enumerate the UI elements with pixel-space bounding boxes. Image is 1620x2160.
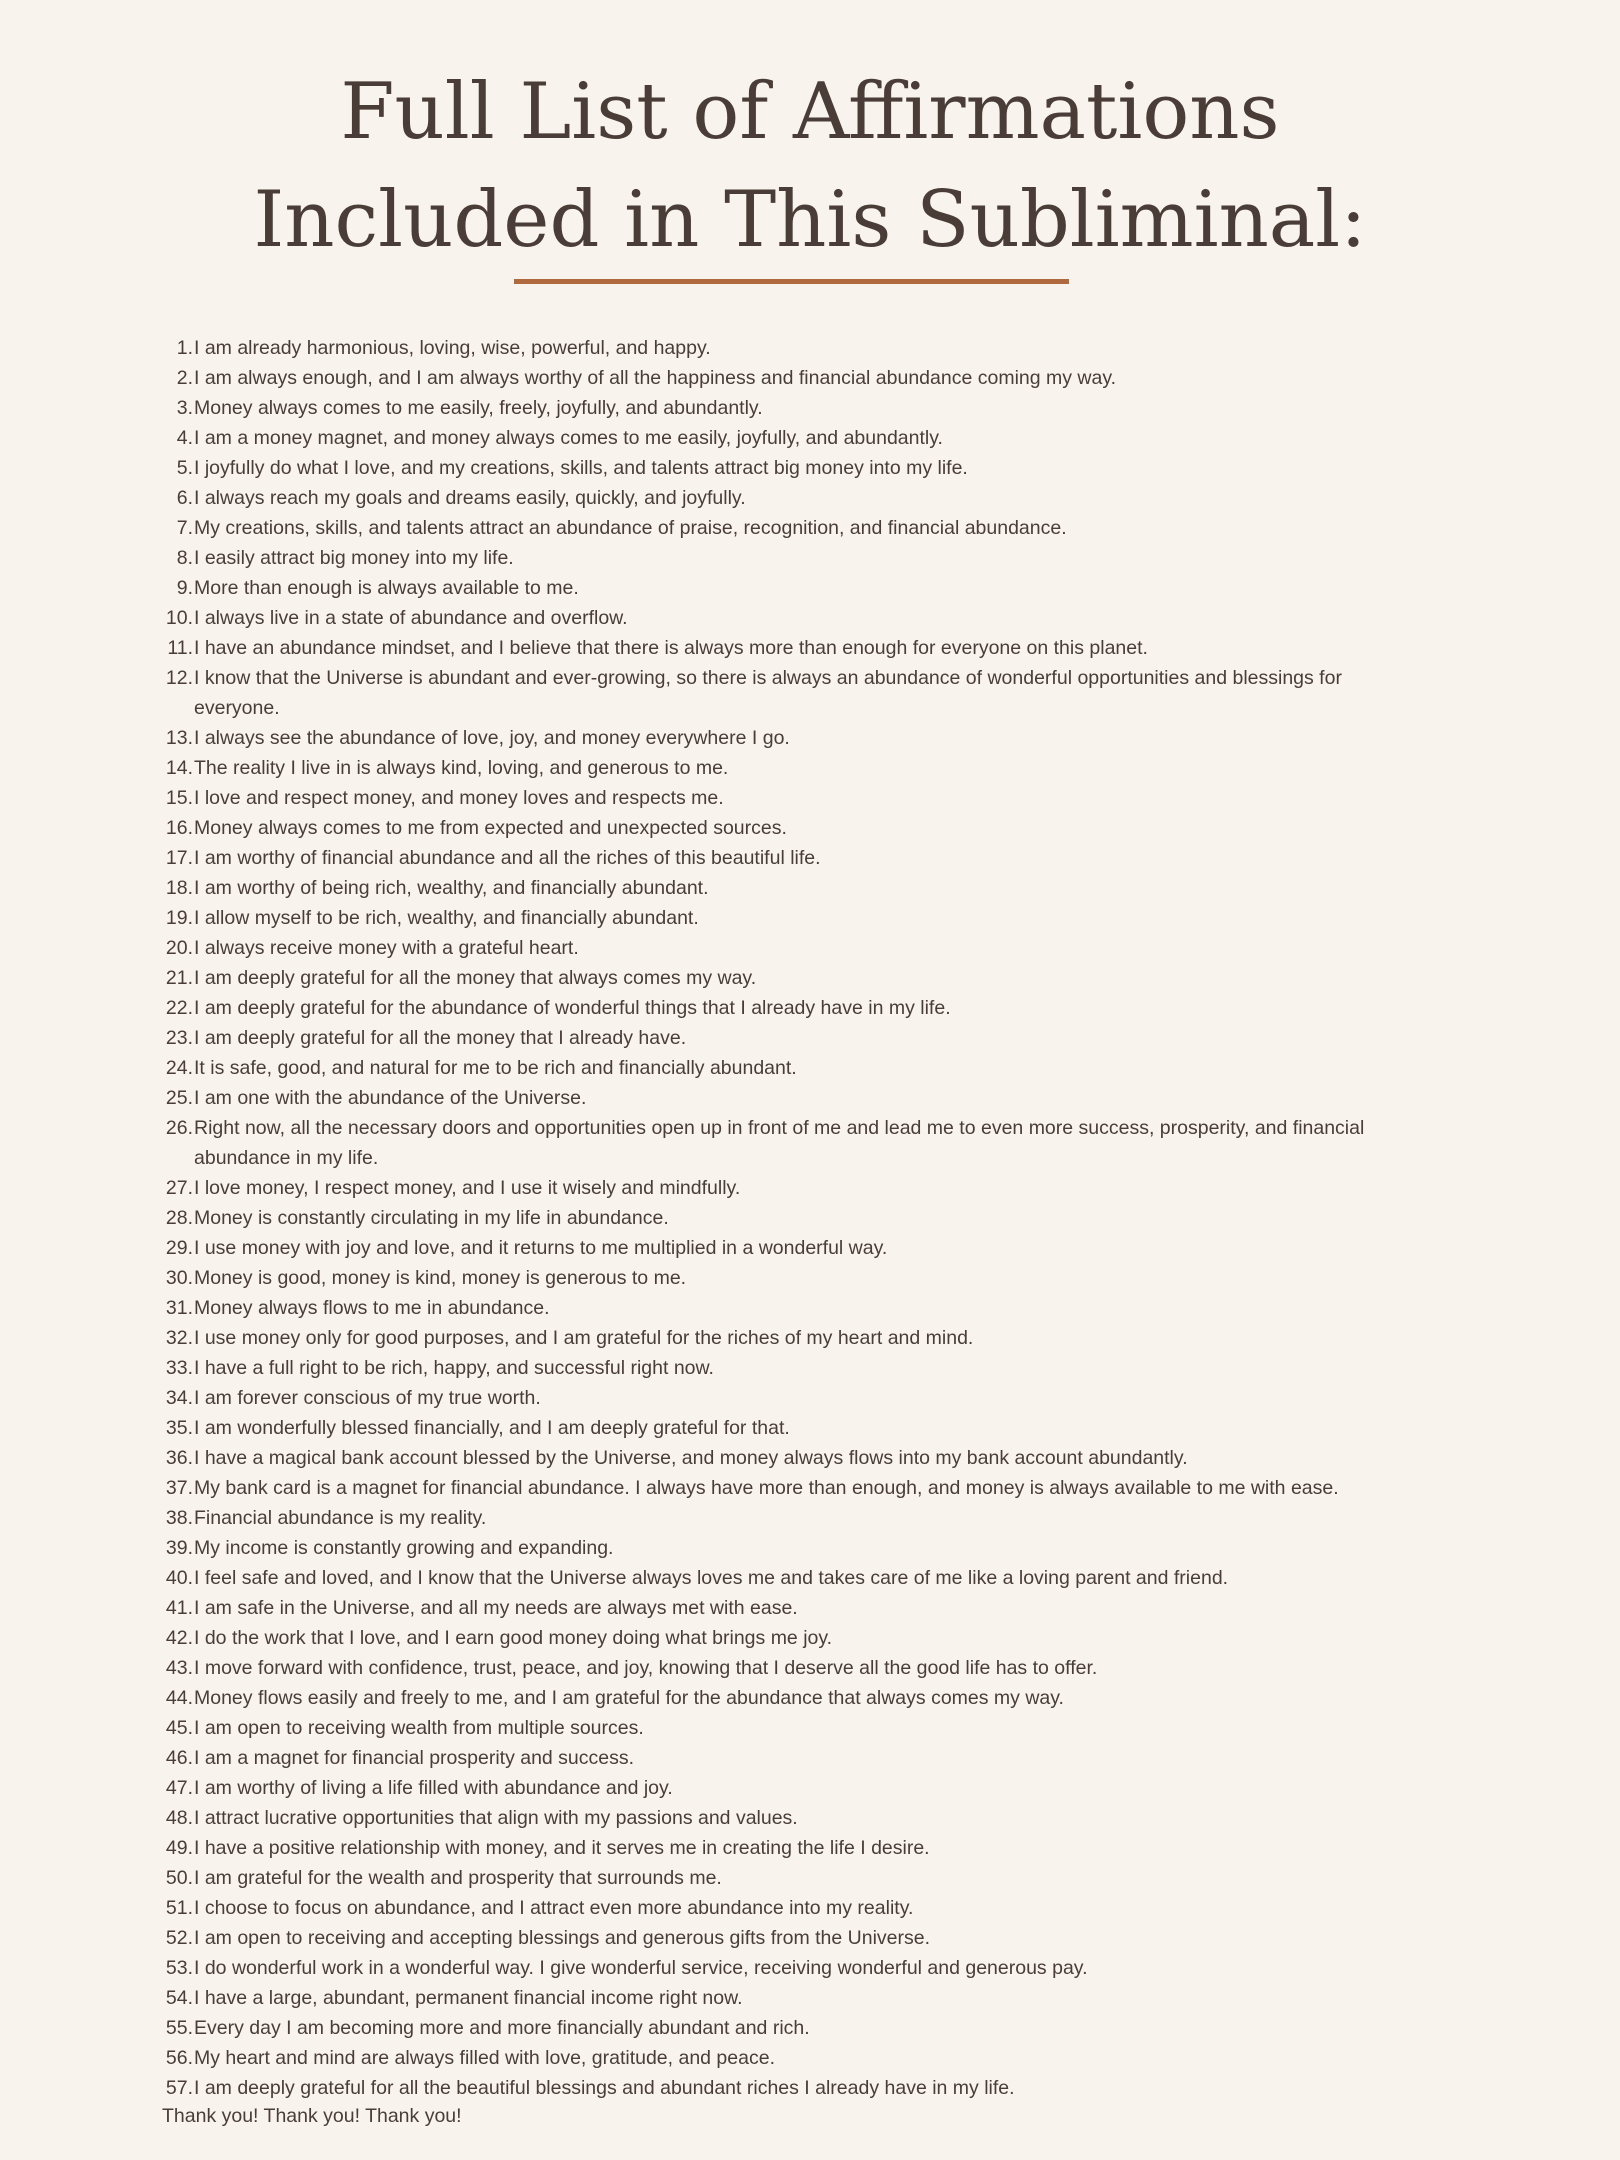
list-item-text: Right now, all the necessary doors and opportunities open up in front of me and lead me to even more success, prosperity, and financial abundance in my life. (194, 1117, 1365, 1169)
list-item-text: I am already harmonious, loving, wise, powerful, and happy. (194, 337, 711, 359)
list-item-text: I move forward with confidence, trust, peace, and joy, knowing that I deserve all the good life has to offer. (194, 1657, 1098, 1679)
list-item-text: Money always flows to me in abundance. (194, 1297, 550, 1319)
list-item-text: I allow myself to be rich, wealthy, and financially abundant. (194, 907, 699, 929)
closing-text: Thank you! Thank you! Thank you! (162, 2105, 462, 2127)
list-item-text: Money is good, money is kind, money is generous to me. (194, 1267, 687, 1289)
list-item-number: 41. (165, 1597, 193, 1619)
list-item-text: I know that the Universe is abundant and ever-growing, so there is always an abundance of wonderful opportunities and blessings for everyone. (194, 667, 1342, 719)
list-item (0, 1323, 1620, 1353)
list-item-text: I am forever conscious of my true worth. (194, 1387, 541, 1409)
list-item-number: 1. (176, 337, 193, 359)
list-item-number: 34. (165, 1387, 193, 1409)
list-item (0, 1113, 1620, 1173)
list-item-text: I have a magical bank account blessed by the Universe, and money always flows into my bank account abundantly. (194, 1447, 1188, 1469)
list-item-text: I have a positive relationship with money, and it serves me in creating the life I desire. (194, 1837, 930, 1859)
list-item (0, 933, 1620, 963)
list-item-number: 43. (165, 1657, 193, 1679)
list-item-text: I always see the abundance of love, joy, and money everywhere I go. (194, 727, 790, 749)
list-item-text: I am worthy of living a life filled with abundance and joy. (194, 1777, 673, 1799)
list-item (0, 2013, 1620, 2043)
list-item-number: 17. (165, 847, 193, 869)
list-item-number: 12. (165, 667, 193, 689)
list-item (0, 1923, 1620, 1953)
list-item-text: My creations, skills, and talents attract an abundance of praise, recognition, and financial abundance. (194, 517, 1067, 539)
list-item-text: The reality I live in is always kind, loving, and generous to me. (194, 757, 729, 779)
list-item (0, 903, 1620, 933)
list-item (0, 1623, 1620, 1653)
list-item-text: I do the work that I love, and I earn good money doing what brings me joy. (194, 1627, 833, 1649)
list-item-text: Financial abundance is my reality. (194, 1507, 487, 1529)
list-item-text: I am worthy of being rich, wealthy, and financially abundant. (194, 877, 709, 899)
list-item-text: I am deeply grateful for all the money that I already have. (194, 1027, 687, 1049)
list-item-text: I use money with joy and love, and it returns to me multiplied in a wonderful way. (194, 1237, 888, 1259)
list-item-number: 13. (165, 727, 193, 749)
list-item (0, 723, 1620, 753)
list-item-number: 50. (165, 1867, 193, 1889)
list-item-text: I have an abundance mindset, and I believe that there is always more than enough for everyone on this planet. (194, 637, 1148, 659)
list-item-text: More than enough is always available to me. (194, 577, 579, 599)
list-item-text: I have a large, abundant, permanent financial income right now. (194, 1987, 743, 2009)
list-item-text: I love money, I respect money, and I use it wisely and mindfully. (194, 1177, 741, 1199)
list-item-number: 19. (165, 907, 193, 929)
list-item-number: 26. (165, 1117, 193, 1139)
list-item-number: 55. (165, 2017, 193, 2039)
list-item (0, 333, 1620, 363)
list-item-text: It is safe, good, and natural for me to be rich and financially abundant. (194, 1057, 797, 1079)
list-item (0, 663, 1620, 723)
list-item-text: I always receive money with a grateful heart. (194, 937, 579, 959)
list-item (0, 543, 1620, 573)
list-item-number: 44. (165, 1687, 193, 1709)
list-item-text: I joyfully do what I love, and my creations, skills, and talents attract big money into my life. (194, 457, 968, 479)
list-item-text: I choose to focus on abundance, and I attract even more abundance into my reality. (194, 1897, 914, 1919)
list-item-number: 4. (176, 427, 193, 449)
list-item-number: 49. (165, 1837, 193, 1859)
list-item (0, 1023, 1620, 1053)
list-item-number: 3. (176, 397, 193, 419)
list-item (0, 1953, 1620, 1983)
list-item (0, 1983, 1620, 2013)
list-item-number: 52. (165, 1927, 193, 1949)
list-item-text: Money always comes to me easily, freely, joyfully, and abundantly. (194, 397, 763, 419)
list-item-number: 28. (165, 1207, 193, 1229)
list-item-number: 46. (165, 1747, 193, 1769)
list-item-text: I feel safe and loved, and I know that the Universe always loves me and takes care of me like a loving parent and friend. (194, 1567, 1229, 1589)
list-item-text: I am deeply grateful for all the money that always comes my way. (194, 967, 757, 989)
list-item (0, 513, 1620, 543)
list-item-number: 47. (165, 1777, 193, 1799)
list-item-text: I am safe in the Universe, and all my needs are always met with ease. (194, 1597, 798, 1619)
list-item-text: Money is constantly circulating in my life in abundance. (194, 1207, 669, 1229)
list-item-number: 24. (165, 1057, 193, 1079)
list-item-number: 5. (176, 457, 193, 479)
list-item (0, 1473, 1620, 1503)
list-item-number: 21. (165, 967, 193, 989)
page-title: Full List of Affirmations Included in This Subliminal: (253, 67, 1367, 265)
list-item (0, 1383, 1620, 1413)
list-item-text: I am one with the abundance of the Universe. (194, 1087, 587, 1109)
list-item (0, 1353, 1620, 1383)
list-item (0, 783, 1620, 813)
list-item (0, 1713, 1620, 1743)
list-item-text: I am deeply grateful for the abundance of wonderful things that I already have in my life. (194, 997, 951, 1019)
affirmation-list (0, 333, 1620, 2103)
list-item-number: 45. (165, 1717, 193, 1739)
list-item (0, 1263, 1620, 1293)
list-item-number: 40. (165, 1567, 193, 1589)
list-item-number: 29. (165, 1237, 193, 1259)
list-item (0, 1293, 1620, 1323)
list-item-number: 53. (165, 1957, 193, 1979)
list-item (0, 873, 1620, 903)
list-item-number: 10. (165, 607, 193, 629)
list-item-text: I am wonderfully blessed financially, and I am deeply grateful for that. (194, 1417, 790, 1439)
list-item-text: I am open to receiving and accepting blessings and generous gifts from the Universe. (194, 1927, 931, 1949)
list-item (0, 813, 1620, 843)
list-item-number: 51. (165, 1897, 193, 1919)
list-item (0, 1503, 1620, 1533)
list-item-number: 57. (165, 2077, 193, 2099)
list-item (0, 1083, 1620, 1113)
list-item-number: 35. (165, 1417, 193, 1439)
list-item-number: 39. (165, 1537, 193, 1559)
list-item-number: 25. (165, 1087, 193, 1109)
list-item (0, 1863, 1620, 1893)
list-item-number: 2. (176, 367, 193, 389)
list-item (0, 1173, 1620, 1203)
list-item-number: 15. (165, 787, 193, 809)
list-item (0, 603, 1620, 633)
list-item-text: My income is constantly growing and expanding. (194, 1537, 614, 1559)
list-item (0, 1203, 1620, 1233)
list-item-number: 20. (165, 937, 193, 959)
list-item-text: Money flows easily and freely to me, and I am grateful for the abundance that always comes my way. (194, 1687, 1064, 1709)
list-item-text: My heart and mind are always filled with love, gratitude, and peace. (194, 2047, 775, 2069)
list-item (0, 1563, 1620, 1593)
list-item-number: 33. (165, 1357, 193, 1379)
list-item-text: I love and respect money, and money loves and respects me. (194, 787, 724, 809)
list-item (0, 1773, 1620, 1803)
list-item (0, 993, 1620, 1023)
list-item-text: Every day I am becoming more and more financially abundant and rich. (194, 2017, 810, 2039)
list-item (0, 393, 1620, 423)
list-item-text: I am deeply grateful for all the beautiful blessings and abundant riches I already have in my life. (194, 2077, 1015, 2099)
list-item-text: I am open to receiving wealth from multiple sources. (194, 1717, 644, 1739)
list-item-number: 31. (165, 1297, 193, 1319)
list-item-number: 48. (165, 1807, 193, 1829)
list-item-number: 11. (167, 637, 193, 659)
list-item-number: 54. (165, 1987, 193, 2009)
list-item-number: 22. (165, 997, 193, 1019)
list-item-number: 9. (176, 577, 193, 599)
list-item-text: Money always comes to me from expected and unexpected sources. (194, 817, 787, 839)
list-item-number: 37. (165, 1477, 193, 1499)
list-item-text: I am a magnet for financial prosperity and success. (194, 1747, 635, 1769)
list-item-number: 18. (165, 877, 193, 899)
list-item-text: I use money only for good purposes, and I am grateful for the riches of my heart and mind. (194, 1327, 974, 1349)
list-item (0, 573, 1620, 603)
list-item-text: I have a full right to be rich, happy, and successful right now. (194, 1357, 714, 1379)
list-item (0, 2073, 1620, 2103)
list-item (0, 483, 1620, 513)
list-item (0, 753, 1620, 783)
list-item-text: I am always enough, and I am always worthy of all the happiness and financial abundance coming my way. (194, 367, 1117, 389)
list-item-number: 7. (176, 517, 193, 539)
list-item-number: 8. (176, 547, 193, 569)
list-item-number: 36. (165, 1447, 193, 1469)
list-item (0, 1533, 1620, 1563)
title-underline (514, 279, 1069, 284)
list-item (0, 1683, 1620, 1713)
list-item (0, 1833, 1620, 1863)
list-item (0, 1743, 1620, 1773)
list-item (0, 1593, 1620, 1623)
list-item-text: I always reach my goals and dreams easily, quickly, and joyfully. (194, 487, 746, 509)
list-item-number: 56. (165, 2047, 193, 2069)
list-item-text: I always live in a state of abundance and overflow. (194, 607, 628, 629)
list-item (0, 2043, 1620, 2073)
list-item-text: I easily attract big money into my life. (194, 547, 514, 569)
list-item-number: 32. (165, 1327, 193, 1349)
list-item (0, 453, 1620, 483)
list-item (0, 1233, 1620, 1263)
list-item (0, 1443, 1620, 1473)
list-item (0, 1803, 1620, 1833)
list-item-number: 42. (165, 1627, 193, 1649)
list-item-text: I am worthy of financial abundance and all the riches of this beautiful life. (194, 847, 821, 869)
list-item (0, 963, 1620, 993)
list-item-text: I attract lucrative opportunities that align with my passions and values. (194, 1807, 798, 1829)
list-item (0, 363, 1620, 393)
list-item (0, 1413, 1620, 1443)
list-item-number: 6. (176, 487, 193, 509)
list-item-text: I am grateful for the wealth and prosperity that surrounds me. (194, 1867, 722, 1889)
list-item-number: 38. (165, 1507, 193, 1529)
list-item-number: 14. (165, 757, 193, 779)
list-item (0, 423, 1620, 453)
list-item-number: 23. (165, 1027, 193, 1049)
list-item (0, 1893, 1620, 1923)
list-item-number: 16. (165, 817, 193, 839)
list-item-number: 30. (165, 1267, 193, 1289)
list-item (0, 843, 1620, 873)
list-item (0, 1653, 1620, 1683)
list-item (0, 1053, 1620, 1083)
list-item-text: I am a money magnet, and money always comes to me easily, joyfully, and abundantly. (194, 427, 943, 449)
list-item (0, 633, 1620, 663)
list-item-text: I do wonderful work in a wonderful way. I give wonderful service, receiving wonderful and generous pay. (194, 1957, 1088, 1979)
list-item-number: 27. (165, 1177, 193, 1199)
list-item-text: My bank card is a magnet for financial abundance. I always have more than enough, and money is always available to me with ease. (194, 1477, 1339, 1499)
